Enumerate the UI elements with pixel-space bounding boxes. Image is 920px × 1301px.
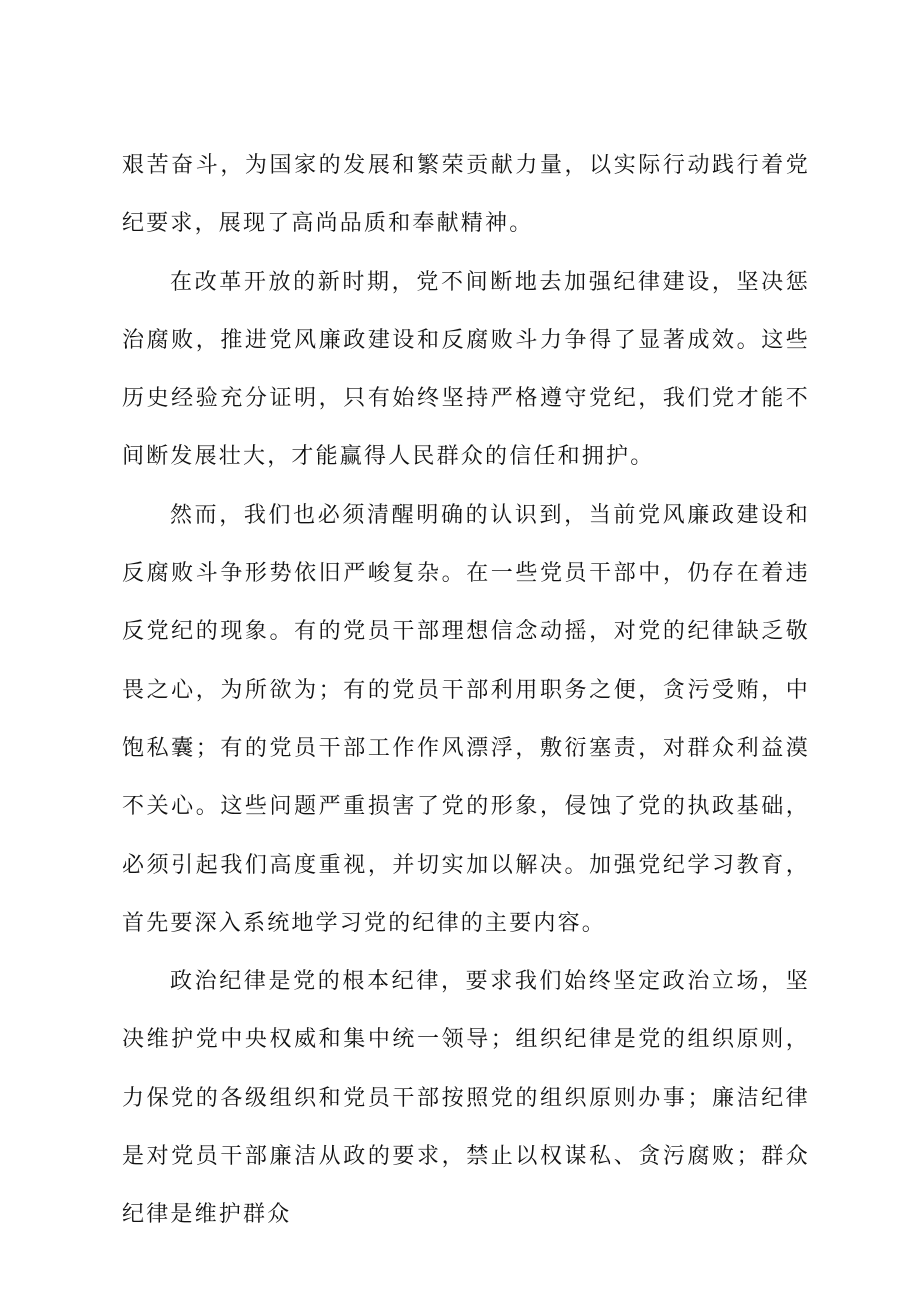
- paragraph-2: 在改革开放的新时期，党不间断地去加强纪律建设，坚决惩治腐败，推进党风廉政建设和反腐败斗力争得了显著成效。这些历史经验充分证明，只有始终坚持严格遵守党纪，我们党才能不间断发展壮大，才能赢得人民群众的信任和拥护。: [122, 269, 810, 470]
- paragraph-1: 艰苦奋斗，为国家的发展和繁荣贡献力量，以实际行动践行着党纪要求，展现了高尚品质和奉献精神。: [122, 153, 810, 237]
- document-body: [122, 137, 810, 1245]
- paragraph-3: 然而，我们也必须清醒明确的认识到，当前党风廉政建设和反腐败斗争形势依旧严峻复杂。在一些党员干部中，仍存在着违反党纪的现象。有的党员干部理想信念动摇，对党的纪律缺乏敬畏之心，为所欲为；有的党员干部利用职务之便，贪污受贿，中饱私囊；有的党员干部工作作风漂浮，敷衍塞责，对群众利益漠不关心。这些问题严重损害了党的形象，侵蚀了党的执政基础，必须引起我们高度重视，并切实加以解决。加强党纪学习教育，首先要深入系统地学习党的纪律的主要内容。: [122, 502, 810, 936]
- paragraph-4: 政治纪律是党的根本纪律，要求我们始终坚定政治立场，坚决维护党中央权威和集中统一领导；组织纪律是党的组织原则，力保党的各级组织和党员干部按照党的组织原则办事；廉洁纪律是对党员干部廉洁从政的要求，禁止以权谋私、贪污腐败；群众纪律是维护群众: [122, 969, 810, 1228]
